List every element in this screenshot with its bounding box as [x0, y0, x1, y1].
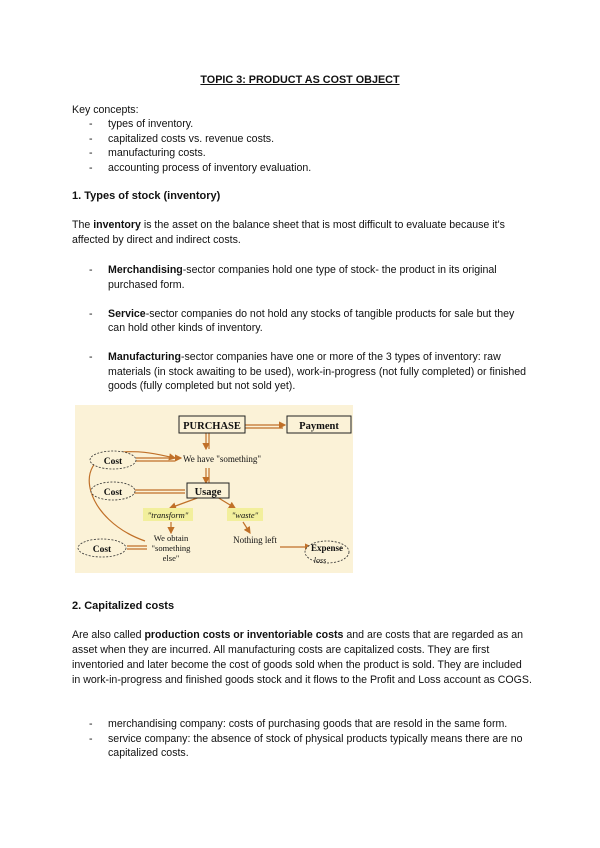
obtain-line-3: else" [162, 553, 180, 563]
cost-bottom-label: Cost [92, 545, 112, 555]
usage-label: Usage [194, 487, 222, 498]
capitalized-costs-paragraph: Are also called production costs or inventoriable costs and are costs that are regarded as an asset when they are incurred. All manufacturing costs are capitalized costs. They are first inventoried and later become the cost of goods sold when the product is sold. They are included in work-in-progress and finished goods stock and it flows to the Profit and Loss account as COGS. [72, 629, 532, 686]
list-item: - accounting process of inventory evaluation. [72, 161, 532, 176]
inventory-flow-diagram [75, 405, 353, 573]
sector-list [72, 263, 532, 408]
list-item: - capitalized costs vs. revenue costs. [72, 132, 532, 147]
expense-label: Expense [310, 543, 344, 553]
list-item: - service company: the absence of stock of physical products typically means there are no capitalized costs. [72, 732, 532, 761]
key-concepts-heading: Key concepts: [72, 104, 139, 116]
waste-label: "waste" [231, 510, 259, 520]
list-item: - merchandising company: costs of purchasing goods that are resold in the same form. [72, 717, 532, 732]
payment-label: Payment [299, 421, 339, 432]
transform-label: "transform" [147, 510, 189, 520]
section-heading: 1. Types of stock (inventory) [72, 190, 221, 202]
list-item: - manufacturing costs. [72, 146, 532, 161]
capitalized-costs-list [72, 717, 532, 761]
list-item: - Service-sector companies do not hold any stocks of tangible products for sale but they can hold other kinds of inventory. [72, 307, 532, 336]
page-title: TOPIC 3: PRODUCT AS COST OBJECT [200, 74, 400, 86]
cost-mid-label: Cost [103, 488, 123, 498]
obtain-line-1: We obtain [153, 533, 189, 543]
list-item: - Merchandising-sector companies hold one type of stock- the product in its original purchased form. [72, 263, 532, 292]
purchase-label: PURCHASE [183, 421, 241, 432]
list-item: - types of inventory. [72, 117, 532, 132]
obtain-line-2: "something [151, 543, 191, 553]
list-item: - Manufacturing-sector companies have one or more of the 3 types of inventory: raw materials (in stock awaiting to be used), work-in-progress (not fully completed) or finished goods (fully completed but not sold yet). [72, 350, 532, 394]
section-heading: 2. Capitalized costs [72, 600, 175, 612]
nothing-left-label: Nothing left [233, 535, 277, 545]
loss-label: loss [313, 556, 327, 565]
cost-top-label: Cost [103, 457, 123, 467]
have-something-label: We have "something" [183, 454, 262, 464]
inventory-paragraph: The inventory is the asset on the balance sheet that is most difficult to evaluate because it's affected by direct and indirect costs. [72, 219, 505, 246]
key-concepts-list [72, 117, 532, 175]
